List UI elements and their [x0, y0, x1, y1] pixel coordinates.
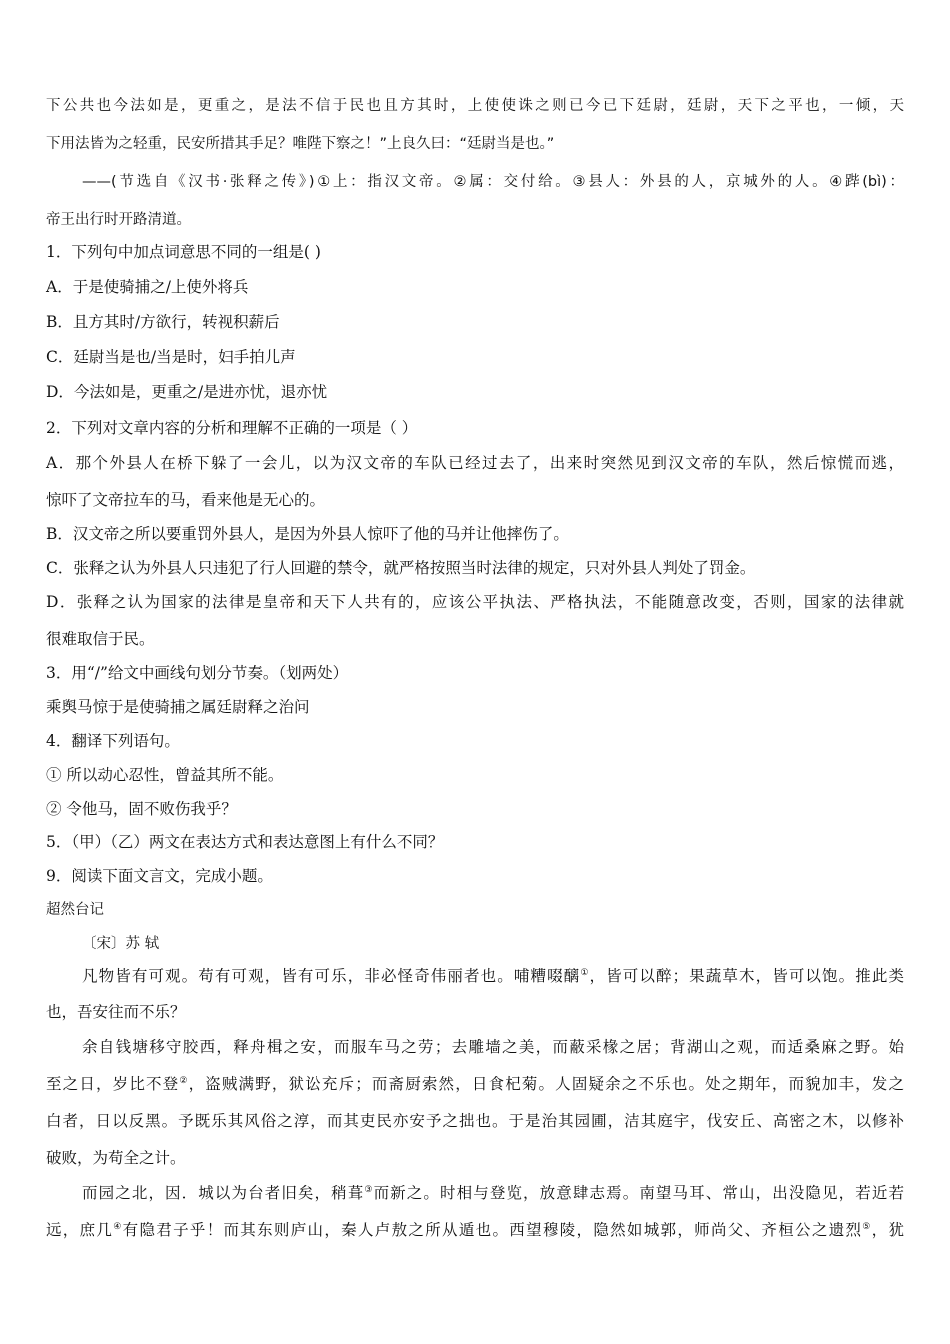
footnote-marker-3: ③: [364, 1184, 374, 1195]
question-2-option-b: B．汉文帝之所以要重罚外县人，是因为外县人惊吓了他的马并让他摔伤了。: [46, 525, 569, 543]
question-4-stem: 4．翻译下列语句。: [46, 732, 180, 750]
question-4-item-1: ① 所以动心忍性，曾益其所不能。: [46, 766, 284, 784]
question-5-stem: 5．（甲）（乙）两文在表达方式和表达意图上有什么不同？: [46, 833, 444, 851]
question-2-stem: 2．下列对文章内容的分析和理解不正确的一项是（ ）: [46, 419, 418, 437]
footnote-marker-1: ①: [580, 967, 590, 978]
question-2-option-a-line-1: A．那个外县人在桥下躲了一会儿，以为汉文帝的车队已经过去了，出来时突然见到汉文帝的车队，然后惊慌而逃，: [46, 454, 904, 472]
essay-paragraph-2-line-1: 余自钱塘移守胶西，释舟楫之安，而服车马之劳；去雕墙之美，而蔽采椽之居；背湖山之观，而适桑麻之野。始: [82, 1038, 904, 1056]
passage-a-line-1: 下公共也今法如是，更重之，是法不信于民也且方其时，上使使诛之则已今已下廷尉，廷尉，天下之平也，一倾，天: [46, 98, 904, 114]
source-note-line-1: ——(节选自《汉书·张释之传》)①上：指汉文帝。②属：交付给。③县人：外县的人，京城外的人。④跸(bì)：: [82, 174, 904, 190]
question-4-item-2: ② 令他马，固不败伤我乎？: [46, 800, 237, 818]
question-2-option-a-line-2: 惊吓了文帝拉车的马，看来他是无心的。: [46, 491, 326, 509]
essay-title: 超然台记: [46, 902, 104, 918]
footnote-marker-5: ⑤: [862, 1221, 872, 1232]
essay-paragraph-1-line-2: 也，吾安往而不乐？: [46, 1003, 186, 1021]
question-2-option-d-line-1: D．张释之认为国家的法律是皇帝和天下人共有的，应该公平执法、严格执法，不能随意改变，否则，国家的法律就: [46, 593, 904, 611]
question-3-stem: 3．用“/”给文中画线句划分节奏。（划两处）: [46, 664, 349, 682]
essay-paragraph-2-line-4: 破败，为苟全之计。: [46, 1149, 186, 1167]
essay-paragraph-3-line-2: 远，庶几④有隐君子乎！而其东则庐山，秦人卢敖之所从遁也。西望穆陵，隐然如城郭，师尚父、齐桓公之遗烈⑤，犹: [46, 1221, 904, 1239]
essay-paragraph-2-line-3: 白者，日以反黑。予既乐其风俗之淳，而其吏民亦安予之拙也。于是治其园圃，洁其庭宇，伐安丘、高密之木，以修补: [46, 1112, 904, 1130]
question-1-stem: 1．下列句中加点词意思不同的一组是( ): [46, 243, 321, 261]
question-1-option-a: A．于是使骑捕之/上使外将兵: [46, 278, 249, 296]
question-2-option-d-line-2: 很难取信于民。: [46, 630, 155, 648]
question-1-option-c: C．廷尉当是也/当是时，妇手拍儿声: [46, 348, 296, 366]
footnote-marker-4: ④: [113, 1221, 123, 1232]
question-1-option-b: B．且方其时/方欲行，转视积薪后: [46, 313, 280, 331]
footnote-marker-2: ②: [179, 1075, 189, 1086]
question-2-option-c: C．张释之认为外县人只违犯了行人回避的禁令，就严格按照当时法律的规定，只对外县人判处了罚金。: [46, 559, 756, 577]
section-9-heading: 9．阅读下面文言文，完成小题。: [46, 867, 273, 885]
essay-paragraph-1-line-1: 凡物皆有可观。苟有可观，皆有可乐，非必怪奇伟丽者也。哺糟啜醨①，皆可以醉；果蔬草木，皆可以饱。推此类: [82, 967, 904, 985]
question-3-sentence: 乘舆马惊于是使骑捕之属廷尉释之治问: [46, 698, 310, 716]
essay-paragraph-2-line-2: 至之日，岁比不登②，盗贼满野，狱讼充斥；而斋厨索然，日食杞菊。人固疑余之不乐也。处之期年，而貌加丰，发之: [46, 1075, 904, 1093]
source-note-line-2: 帝王出行时开路清道。: [46, 212, 191, 228]
question-1-option-d: D．今法如是，更重之/是进亦忧，退亦忧: [46, 383, 328, 401]
passage-a-line-2: 下用法皆为之轻重，民安所措其手足？唯陛下察之！”上良久曰：“廷尉当是也。”: [46, 136, 555, 152]
essay-author: 〔宋〕苏 轼: [82, 936, 160, 952]
essay-paragraph-3-line-1: 而园之北，因．城以为台者旧矣，稍葺③而新之。时相与登览，放意肆志焉。南望马耳、常山，出没隐见，若近若: [82, 1184, 904, 1202]
